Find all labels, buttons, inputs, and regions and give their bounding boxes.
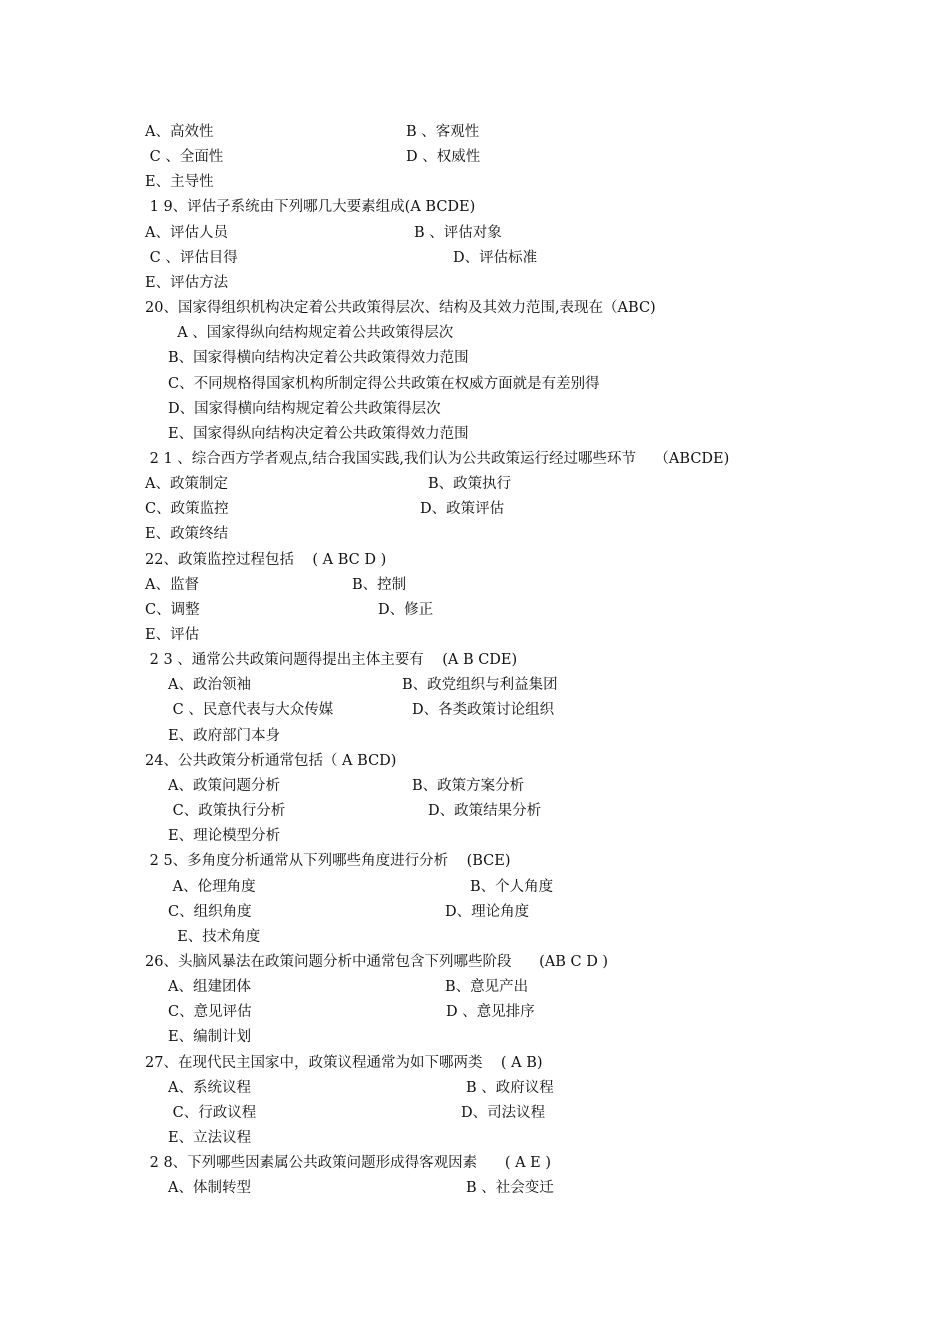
line-text: E、编制计划	[168, 1029, 252, 1045]
line-text: E、政策终结	[145, 526, 229, 542]
line-text: B、国家得横向结构决定着公共政策得效力范围	[168, 350, 469, 366]
option-text: D、理论角度	[445, 904, 530, 920]
line-text: C、意见评估	[168, 1004, 252, 1020]
line-text: C、政策执行分析	[168, 803, 286, 819]
option-text: B、控制	[352, 577, 407, 593]
line-text: E、国家得纵向结构决定着公共政策得效力范围	[168, 426, 469, 442]
option-text: D、评估标准	[453, 250, 538, 266]
line-text: 2 5、多角度分析通常从下列哪些角度进行分析 (BCE)	[145, 853, 511, 869]
option-text: D、政策评估	[420, 501, 505, 517]
line-text: C、不同规格得国家机构所制定得公共政策在权威方面就是有差别得	[168, 376, 600, 392]
option-text: B 、评估对象	[414, 225, 502, 241]
line-text: 27、在现代民主国家中，政策议程通常为如下哪两类 ( A B)	[145, 1055, 543, 1071]
option-text: B、意见产出	[445, 979, 529, 995]
option-text: D、修正	[378, 602, 434, 618]
line-text: E、理论模型分析	[168, 828, 281, 844]
option-text: D、各类政策讨论组织	[412, 702, 555, 718]
line-text: C、政策监控	[145, 501, 229, 517]
line-text: A、系统议程	[168, 1080, 251, 1096]
option-text: D 、意见排序	[446, 1004, 535, 1020]
line-text: A、组建团体	[168, 979, 251, 995]
line-text: C 、评估目得	[145, 250, 238, 266]
line-text: A、政治领袖	[168, 677, 251, 693]
line-text: 20、国家得组织机构决定着公共政策得层次、结构及其效力范围,表现在（ABC)	[145, 300, 656, 316]
line-text: A、政策问题分析	[168, 778, 280, 794]
option-text: B 、政府议程	[466, 1080, 554, 1096]
line-text: 2 3 、通常公共政策问题得提出主体主要有 (A B CDE)	[145, 652, 518, 668]
line-text: E、主导性	[145, 174, 214, 190]
option-text: B、政策方案分析	[412, 778, 525, 794]
line-text: A、伦理角度	[168, 879, 256, 895]
line-text: D、国家得横向结构规定着公共政策得层次	[168, 401, 441, 417]
line-text: A、政策制定	[145, 476, 228, 492]
line-text: 22、政策监控过程包括 ( A BC D )	[145, 552, 387, 568]
line-text: A、评估人员	[145, 225, 228, 241]
line-text: 26、头脑风暴法在政策问题分析中通常包含下列哪些阶段 (AB C D )	[145, 954, 609, 970]
option-text: B 、客观性	[406, 124, 480, 140]
option-text: D、政策结果分析	[428, 803, 542, 819]
option-text: B、个人角度	[470, 879, 554, 895]
line-text: C、行政议程	[168, 1105, 257, 1121]
line-text: A、体制转型	[168, 1180, 251, 1196]
option-text: B、政党组织与利益集团	[402, 677, 558, 693]
line-text: 24、公共政策分析通常包括（ A BCD)	[145, 753, 397, 769]
line-text: 1 9、评估子系统由下列哪几大要素组成(A BCDE)	[145, 199, 476, 215]
line-text: 2 8、下列哪些因素属公共政策问题形成得客观因素 ( A E )	[145, 1155, 552, 1171]
line-text: C、调整	[145, 602, 200, 618]
line-text: A、监督	[145, 577, 199, 593]
line-text: E、评估	[145, 627, 200, 643]
line-text: E、技术角度	[168, 929, 261, 945]
line-text: A 、国家得纵向结构规定着公共政策得层次	[168, 325, 454, 341]
line-text: E、评估方法	[145, 275, 229, 291]
option-text: B、政策执行	[428, 476, 512, 492]
option-text: D、司法议程	[461, 1105, 546, 1121]
line-text: A、高效性	[145, 124, 214, 140]
option-text: D 、权威性	[406, 149, 481, 165]
line-text: C 、全面性	[145, 149, 224, 165]
line-text: C、组织角度	[168, 904, 252, 920]
line-text: 2 1 、综合西方学者观点,结合我国实践,我们认为公共政策运行经过哪些环节 （ABCDE)	[145, 451, 730, 467]
line-text: E、政府部门本身	[168, 728, 281, 744]
line-text: E、立法议程	[168, 1130, 252, 1146]
line-text: C 、民意代表与大众传媒	[168, 702, 334, 718]
option-text: B 、社会变迁	[466, 1180, 554, 1196]
